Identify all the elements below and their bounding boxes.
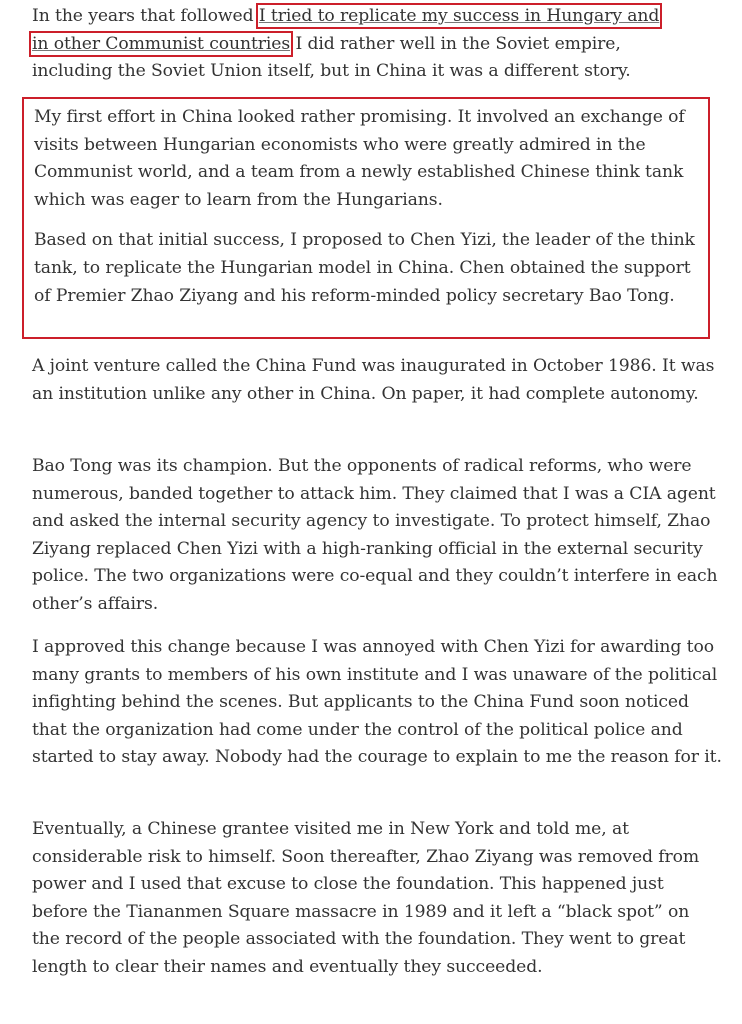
highlighted-phrase-1: I tried to replicate my success in Hungary and — [258, 6, 660, 26]
intro-text-continued: I did rather well in the Soviet empire, — [295, 33, 621, 54]
intro-text-start: In the years that followed — [32, 6, 254, 26]
paragraph-china-fund: A joint venture called the China Fund was inaugurated in October 1986. It was an institution unlike any other in China. On paper, it had complete autonomy. — [32, 356, 715, 404]
paragraph-initial-success: Based on that initial success, I proposed to Chen Yizi, the leader of the think tank, to replicate the Hungarian model in China. Chen obtained the support of Premier Zhao Ziyang and his reform-minded policy secretary Bao Tong. — [34, 230, 695, 306]
highlighted-block — [22, 97, 710, 339]
highlighted-phrase-2: in other Communist countries — [32, 33, 291, 54]
paragraph-first-effort: My first effort in China looked rather promising. It involved an exchange of visits between Hungarian economists who were greatly admired in the Communist world, and a team from a newly established Chinese think tank which was eager to learn from the Hungarians. — [34, 107, 685, 210]
paragraph-eventually: Eventually, a Chinese grantee visited me in New York and told me, at considerable risk to himself. Soon thereafter, Zhao Ziyang was removed from power and I used that excuse to close the foundation. This happened just before the Tiananmen Square massacre in 1989 and it left a “black spot” on the record of the people associated with the foundation. They went to great length to clear their names and eventually they succeeded. — [32, 819, 700, 977]
paragraph-bao-tong: Bao Tong was its champion. But the opponents of radical reforms, who were numerous, banded together to attack him. They claimed that I was a CIA agent and asked the internal security agency to investigate. To protect himself, Zhao Ziyang replaced Chen Yizi with a high-ranking official in the external security police. The two organizations were co-equal and they couldn’t interfere in each other’s affairs. — [32, 456, 718, 614]
paragraph-approved-change: I approved this change because I was annoyed with Chen Yizi for awarding too many grants to members of his own institute and I was unaware of the political infighting behind the scenes. But applicants to the China Fund soon noticed that the organization had come under the control of the political police and started to stay away. Nobody had the courage to explain to me the reason for it. — [32, 637, 722, 768]
intro-text-end: including the Soviet Union itself, but in China it was a different story. — [32, 61, 631, 82]
paragraph-intro — [32, 3, 722, 86]
